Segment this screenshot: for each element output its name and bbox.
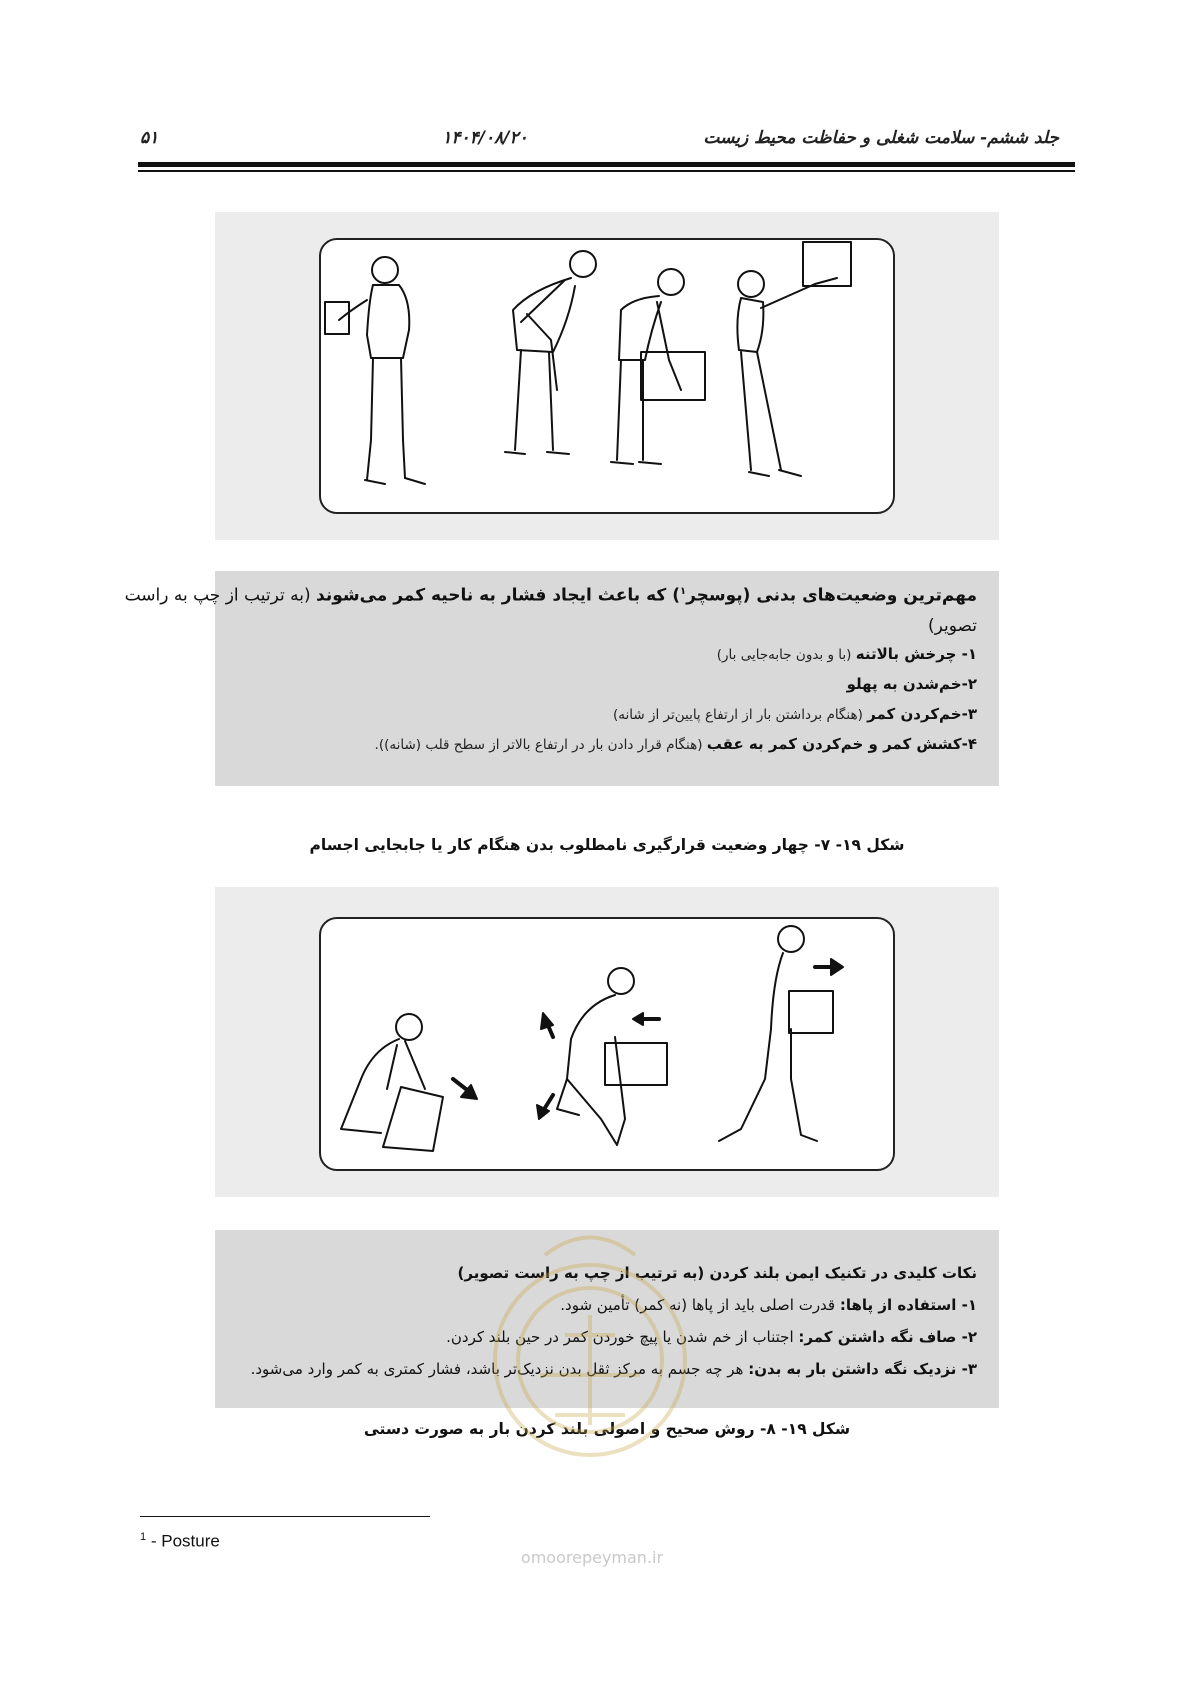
footnote-rule bbox=[140, 1516, 430, 1517]
figure-2-panel bbox=[215, 887, 999, 1197]
figure-1-panel bbox=[215, 212, 999, 540]
lift-carry-figure bbox=[719, 926, 833, 1141]
document-date: ۱۴۰۴/۰۸/۲۰ bbox=[442, 128, 528, 148]
bad-postures-drawing bbox=[321, 240, 893, 512]
figure-1-caption: شکل ۱۹- ۷- چهار وضعیت قرارگیری نامطلوب بدن هنگام کار یا جابجایی اجسام bbox=[309, 836, 905, 854]
watermark-seal-icon bbox=[485, 1225, 695, 1470]
watermark-logo bbox=[485, 1225, 695, 1470]
safe-lifting-drawing bbox=[321, 919, 893, 1169]
bad-postures-textbox bbox=[124, 571, 999, 786]
safe-lifting-item: ۱- استفاده از پاها: قدرت اصلی باید از پاها (نه کمر) تأمین شود. bbox=[560, 1296, 977, 1314]
footnote-ref: ۱ bbox=[679, 586, 687, 597]
figure-2-caption: شکل ۱۹- ۸- روش صحیح و اصولی بلند کردن بار به صورت دستی bbox=[363, 1420, 851, 1438]
posture-reaching-figure bbox=[737, 242, 851, 476]
safe-lifting-heading: نکات کلیدی در تکنیک ایمن بلند کردن (به ترتیب از چپ به راست تصویر) bbox=[457, 1264, 977, 1282]
bad-posture-item: ۴-کشش کمر و خم‌کردن کمر به عقب (هنگام قرار دادن بار در ارتفاع بالاتر از سطح قلب (شانه)). bbox=[374, 735, 977, 753]
posture-bending-figure bbox=[611, 269, 705, 464]
posture-side-bend-figure bbox=[505, 251, 596, 454]
header-rule-thick bbox=[138, 162, 1075, 167]
posture-twisting-figure bbox=[325, 257, 425, 484]
lift-straight-back-figure bbox=[557, 968, 667, 1145]
footnote: $^1$ - Posture bbox=[140, 1531, 220, 1551]
arrow-icon bbox=[537, 1013, 659, 1119]
document-title: جلد ششم- سلامت شغلی و حفاظت محیط زیست bbox=[703, 128, 1059, 148]
arrow-icon bbox=[453, 1079, 477, 1099]
header-rule-thin bbox=[138, 170, 1075, 172]
bad-posture-item: ۲-خم‌شدن به پهلو bbox=[846, 675, 977, 693]
bad-postures-heading-cont: تصویر) bbox=[928, 616, 977, 636]
watermark-site: omoorepeyman.ir bbox=[520, 1548, 664, 1567]
lift-squat-figure bbox=[341, 1014, 443, 1151]
figure-2-illustration bbox=[319, 917, 895, 1171]
safe-lifting-item: ۳- نزدیک نگه داشتن بار به بدن: هر چه جسم به مرکز ثقل بدن نزدیک‌تر باشد، فشار کمتری به کمر وارد می‌شود. bbox=[250, 1360, 977, 1378]
page-number: ۵۱ bbox=[140, 128, 159, 148]
bad-postures-heading: مهم‌ترین وضعیت‌های بدنی (پوسچر$^۱$) که باعث ایجاد فشار به ناحیه کمر می‌شوند (به ترتیب از چپ به راست bbox=[124, 585, 977, 606]
arrow-icon bbox=[815, 959, 843, 975]
safe-lifting-item: ۲- صاف نگه داشتن کمر: اجتناب از خم شدن یا پیچ خوردن کمر در حین بلند کردن. bbox=[446, 1328, 977, 1346]
bad-posture-item: ۱- چرخش بالاتنه (با و بدون جابه‌جایی بار) bbox=[716, 645, 977, 663]
figure-1-illustration bbox=[319, 238, 895, 514]
bad-posture-item: ۳-خم‌کردن کمر (هنگام برداشتن بار از ارتفاع پایین‌تر از شانه) bbox=[612, 705, 977, 723]
